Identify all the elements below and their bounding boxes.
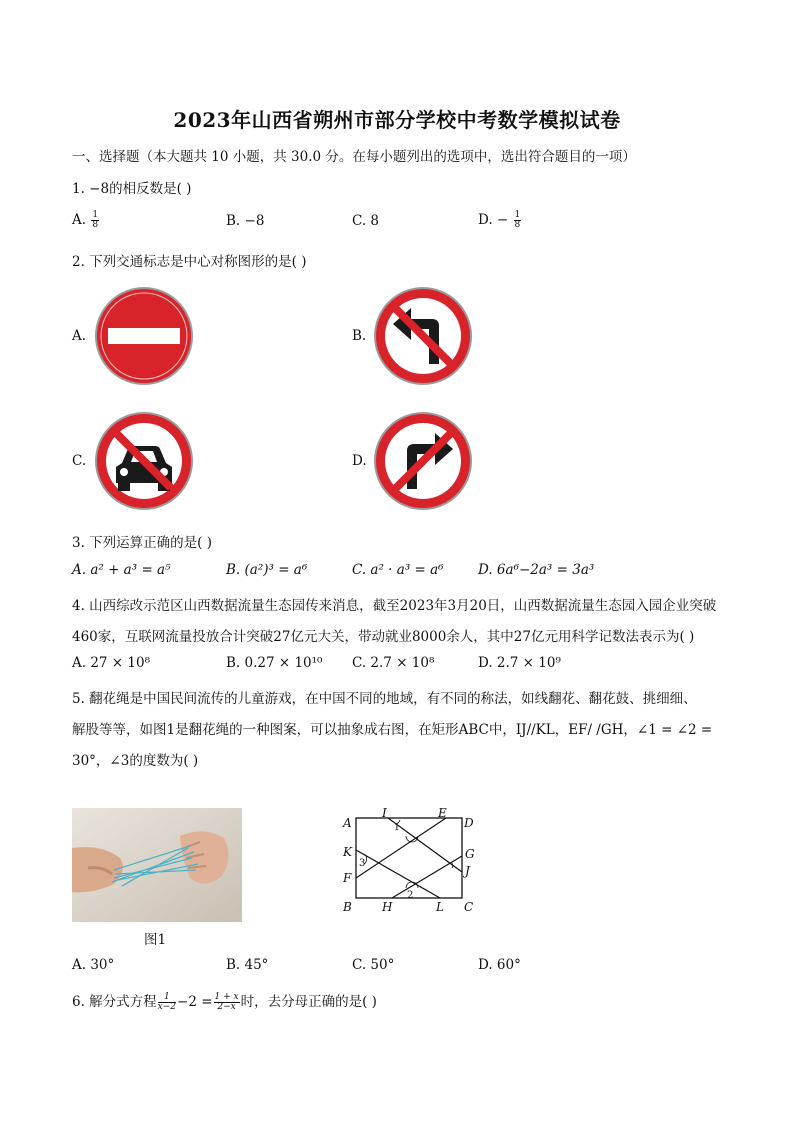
q2-option-d: D. bbox=[352, 453, 367, 469]
rectangle-geometry-figure bbox=[340, 808, 480, 920]
page-title: 2023年山西省朔州市部分学校中考数学模拟试卷 bbox=[173, 108, 621, 132]
no-motor-vehicle-sign-icon bbox=[94, 411, 194, 511]
q5-line-3: 30°，∠3的度数为( ) bbox=[72, 753, 199, 769]
point-j-label: J bbox=[465, 864, 470, 878]
q3-option-c: C. a² · a³ = a⁶ bbox=[352, 562, 444, 578]
angle-3-label: 3 bbox=[359, 858, 366, 869]
q5-option-c: C. 50° bbox=[352, 957, 395, 973]
point-g-label: G bbox=[465, 847, 475, 861]
q1-option-c: C. 8 bbox=[352, 213, 380, 229]
q3-option-a: A. a² + a³ = a⁵ bbox=[72, 562, 171, 578]
string-game-photo bbox=[72, 808, 242, 922]
point-l-label: L bbox=[436, 900, 444, 914]
point-d-label: D bbox=[464, 816, 474, 830]
q2-option-b: B. bbox=[352, 328, 367, 344]
q1-option-a: A. $\frac{1}{8}$ bbox=[72, 210, 99, 230]
q5-option-b: B. 45° bbox=[226, 957, 269, 973]
point-c-label: C bbox=[464, 900, 474, 914]
q2-option-a: A. bbox=[72, 328, 87, 344]
no-left-turn-sign-icon bbox=[373, 286, 473, 386]
angle-1-label: 1 bbox=[394, 823, 400, 833]
q2-stem: 2. 下列交通标志是中心对称图形的是( ) bbox=[72, 254, 307, 270]
q5-line-1: 5. 翻花绳是中国民间流传的儿童游戏，在中国不同的地域，有不同的称法，如线翻花、翻花鼓、挑细细、 bbox=[72, 691, 697, 707]
point-a-label: A bbox=[343, 816, 352, 830]
no-right-turn-sign-icon bbox=[373, 411, 473, 511]
q1-option-b: B. −8 bbox=[226, 213, 265, 229]
q1-option-d: D. − $\frac{1}{8}$ bbox=[478, 210, 521, 230]
q4-option-b: B. 0.27 × 10¹⁰ bbox=[226, 655, 323, 671]
angle-2-label: 2 bbox=[407, 890, 414, 901]
point-i-label: I bbox=[382, 808, 387, 820]
q6-stem: 6. 解分式方程 $\frac{1}{x-2}$ −2 = $\frac{1 + x}{2-x}$ 时，去分母正确的是( ) bbox=[72, 992, 377, 1012]
q5-option-a: A. 30° bbox=[72, 957, 115, 973]
q4-option-d: D. 2.7 × 10⁹ bbox=[478, 655, 561, 671]
q4-line-1: 4. 山西综改示范区山西数据流量生态园传来消息，截至2023年3月20日，山西数据流量生态园入园企业突破 bbox=[72, 598, 717, 614]
q3-option-d: D. 6a⁶−2a³ = 3a³ bbox=[478, 562, 595, 578]
no-entry-sign-icon bbox=[94, 286, 194, 386]
q4-option-a: A. 27 × 10⁸ bbox=[72, 655, 150, 671]
q4-line-2: 460家，互联网流量投放合计突破27亿元大关，带动就业8000余人，其中27亿元用科学记数法表示为( ) bbox=[72, 629, 695, 645]
q3-option-b: B. (a²)³ = a⁶ bbox=[226, 562, 308, 578]
point-e-label: E bbox=[438, 808, 447, 820]
section-header: 一、选择题（本大题共 10 小题，共 30.0 分。在每小题列出的选项中，选出符合题目的一项） bbox=[72, 149, 636, 165]
q5-option-d: D. 60° bbox=[478, 957, 521, 973]
point-k-label: K bbox=[343, 845, 352, 859]
point-b-label: B bbox=[343, 900, 352, 914]
q5-line-2: 解股等等，如图1是翻花绳的一种图案，可以抽象成右图，在矩形ABC中，IJ//KL，EF/ /GH，∠1 = ∠2 = bbox=[72, 722, 713, 738]
q3-stem: 3. 下列运算正确的是( ) bbox=[72, 535, 212, 551]
q2-option-c: C. bbox=[72, 453, 87, 469]
q4-option-c: C. 2.7 × 10⁸ bbox=[352, 655, 435, 671]
q1-stem: 1. −8的相反数是( ) bbox=[72, 181, 192, 197]
point-h-label: H bbox=[382, 900, 393, 914]
figure-1-caption: 图1 bbox=[144, 932, 167, 948]
point-f-label: F bbox=[343, 871, 352, 885]
